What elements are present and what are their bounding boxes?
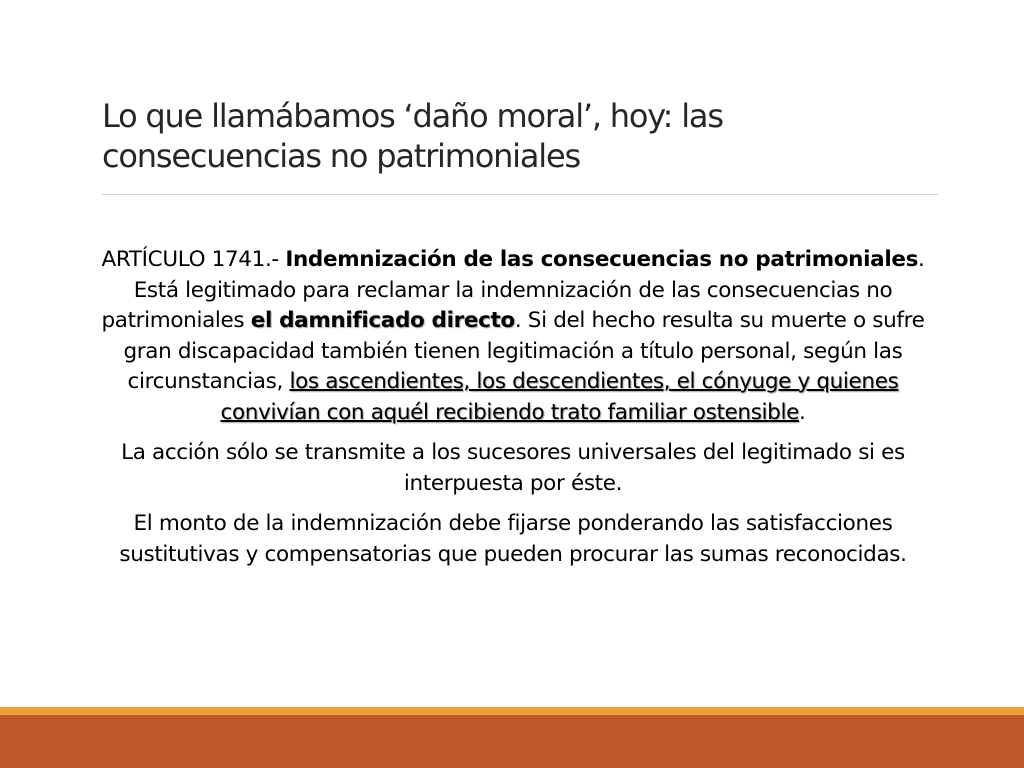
slide-title-line-1: Lo que llamábamos ‘daño moral’, hoy: las (102, 97, 723, 135)
footer-accent-stripe (0, 707, 1024, 715)
article-paragraph (98, 245, 928, 428)
article-text-2: . Si del hecho resulta su muerte o sufre gran discapacidad también tienen legitimación a título personal, según las circunstancias, (123, 308, 925, 394)
amount-paragraph: El monto de la indemnización debe fijarse ponderando las satisfacciones sustitutivas y compensatorias que pueden procurar las sumas reconocidas. (119, 511, 907, 567)
slide-title (102, 96, 942, 176)
article-text-1: . Está legitimado para reclamar la indemnización de las consecuencias no patrimoniales (101, 247, 925, 333)
indirect-victims-highlight: los ascendientes, los descendientes, el cónyuge y quienes convivían con aquél recibiendo trato familiar ostensible (220, 369, 899, 425)
article-lead: ARTÍCULO 1741.- (101, 247, 286, 272)
footer-bar (0, 715, 1024, 768)
article-heading: Indemnización de las consecuencias no patrimoniales (285, 247, 919, 272)
transmission-paragraph: La acción sólo se transmite a los sucesores universales del legitimado si es interpuesta por éste. (121, 440, 905, 496)
title-divider (102, 194, 938, 195)
article-text-3: . (798, 399, 806, 425)
slide-body (98, 245, 928, 580)
direct-victim-highlight: el damnificado directo (250, 308, 515, 333)
slide-title-line-2: consecuencias no patrimoniales (102, 137, 580, 175)
